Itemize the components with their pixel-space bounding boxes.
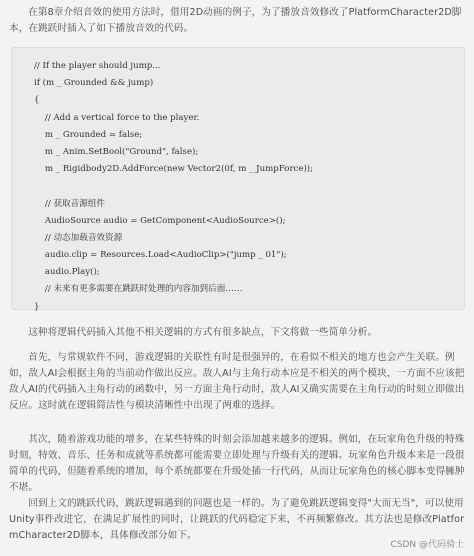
intro-paragraph: 在第8章介绍音效的使用方法时，借用2D动画的例子，为了播放音效修改了PlatformCharacter2D脚本，在跳跃时插入了如下播放音效的代码。 (9, 7, 462, 34)
code-line (34, 178, 313, 195)
code-line: m _ Grounded = false; (34, 129, 143, 140)
code-line: // 动态加载音效资源 (34, 232, 123, 243)
code-line: m _ Rigidbody2D.AddForce(new Vector2(0f, m _ JumpForce)); (34, 164, 314, 175)
paragraph-1: 这种将逻辑代码插入其他不相关逻辑的方式有很多缺点，下文将做一些简单分析。 (28, 327, 378, 338)
code-line: // 未来有更多需要在跳跃时处理的内容加到后面…… (34, 284, 243, 295)
code-line: } (34, 301, 40, 312)
code-line: AudioSource audio = GetComponent<AudioSource>(); (34, 215, 286, 226)
code-line: if (m _ Grounded && jump) (34, 78, 154, 89)
code-line: m _ Anim.SetBool("Ground", false); (34, 146, 199, 157)
code-line: // 获取音源组件 (34, 198, 106, 209)
paragraph-3: 其次，随着游戏功能的增多，在某些特殊的时刻会添加越来越多的逻辑。例如，在玩家角色升级的特殊时刻，特效、音乐、任务和成就等系统都可能需要立即处理与升级有关的逻辑。玩家角色升级本来是一段很简单的代码，但随着系统的增加，每个系统都要在升级处插一行代码，从而让玩家角色的核心脚本变得臃肿不堪。 (9, 434, 465, 493)
code-line: audio.clip = Resources.Load<AudioClip>("jump _ 01"); (34, 250, 287, 261)
paragraph-2: 首先，与常规软件不同，游戏逻辑的关联性有时是很强异的，在看似不相关的地方也会产生关联。例如，敌人AI会根据主角的当前动作做出反应。敌人AI与主角行动本应是不相关的两个模块，一方面不应该把敌人AI的代码插入主角行动的函数中，另一方面主角行动时，敌人AI又确实需要在主角行动的时刻立即做出反应。这时就在逻辑简洁性与模块清晰性中出现了两难的选择。 (9, 352, 465, 411)
code-block (11, 47, 465, 310)
code-line: audio.Play(); (34, 267, 100, 278)
code-lines (34, 58, 313, 316)
code-line: // Add a vertical force to the player. (34, 112, 200, 123)
paragraph-4: 回到上文的跳跃代码，跳跃逻辑遇到的问题也是一样的。为了避免跳跃逻辑变得"大而无当"，可以使用Unity事件改进它，在满足扩展性的同时，让跳跃的代码稳定下来，不再频繁修改。其方法也是修改PlatformCharacter2D脚本，具体修改部分如下。 (9, 498, 465, 541)
code-line: // If the player should jump... (34, 61, 161, 71)
watermark: CSDN @代码骑士 (388, 537, 466, 550)
code-line: { (34, 95, 40, 106)
